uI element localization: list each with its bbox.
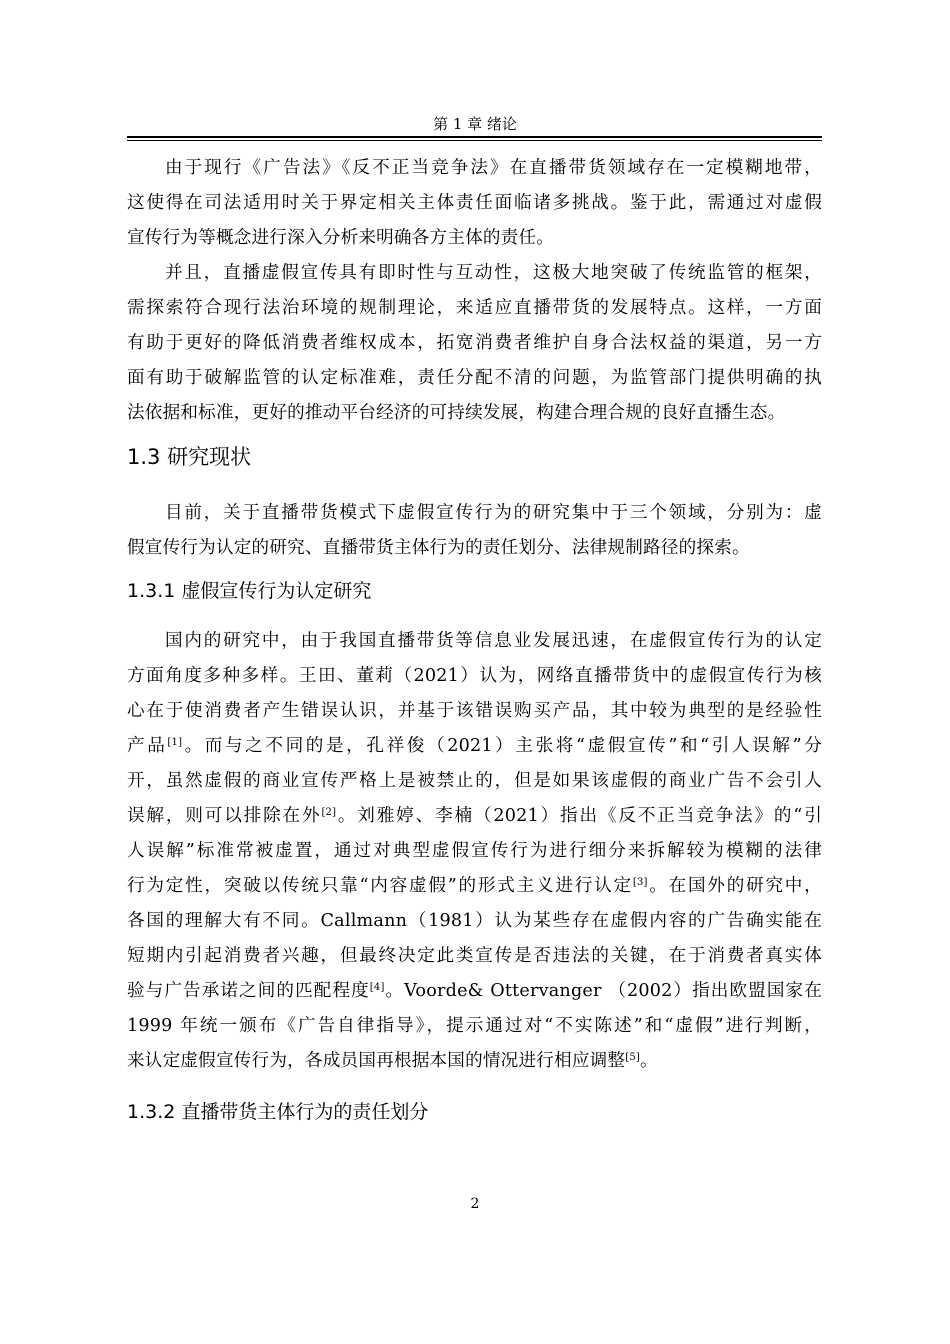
paragraph-1 [127,151,822,256]
paragraph-line: 人误解”标准常被虚置，通过对典型虚假宣传行为进行细分来拆解较为模糊的法律 [127,841,822,861]
paragraph-line: 并且，直播虚假宣传具有即时性与互动性，这极大地突破了传统监管的框架， [165,263,822,283]
paragraph-line: 开，虽然虚假的商业宣传严格上是被禁止的，但是如果该虚假的商业广告不会引人 [127,771,822,791]
paragraph-2 [127,256,822,431]
paragraph-line: 方面角度多种多样。王田、董莉（2021）认为，网络直播带货中的虚假宣传行为核 [127,666,822,686]
section-heading-1-3: 1.3 研究现状 [127,445,252,469]
page-number: 2 [470,1196,480,1212]
text-run: 。Voorde& Ottervanger （2002）指出欧盟国家在 [384,981,822,1001]
paragraph-line: 假宣传行为认定的研究、直播带货主体行为的责任划分、法律规制路径的探索。 [127,538,750,558]
citation-ref-3[interactable]: [3] [632,877,648,888]
citation-ref-4[interactable]: [4] [369,982,385,993]
paragraph-line: 国内的研究中，由于我国直播带货等信息业发展迅速，在虚假宣传行为的认定 [165,631,822,651]
text-run: 。在国外的研究中， [647,876,822,896]
paragraph-4 [127,624,822,1079]
text-run: 来认定虚假宣传行为，各成员国再根据本国的情况进行相应调整 [127,1051,626,1071]
text-run: 。刘雅婷、李楠（2021）指出《反不正当竞争法》的“引 [336,806,822,826]
paragraph-line [127,729,822,764]
text-run: 。而与之不同的是，孔祥俊（2021）主张将“虚假宣传”和“引人误解”分 [182,736,822,756]
text-run: 误解，则可以排除在外 [127,806,322,826]
paragraph-line: 各国的理解大有不同。Callmann（1981）认为某些存在虚假内容的广告确实能在 [127,911,822,931]
paragraph-line: 这使得在司法适用时关于界定相关主体责任面临诸多挑战。鉴于此，需通过对虚假 [127,193,822,213]
paragraph-line: 面有助于破解监管的认定标准难，责任分配不清的问题，为监管部门提供明确的执 [127,368,822,388]
header-rule-thick [127,136,822,138]
text-run: 验与广告承诺之间的匹配程度 [127,981,370,1001]
text-run: 。 [640,1051,658,1071]
citation-ref-5[interactable]: [5] [625,1052,640,1063]
paragraph-line [127,799,822,834]
paragraph-line: 1999 年统一颁布《广告自律指导》，提示通过对“不实陈述”和“虚假”进行判断， [127,1016,822,1036]
paragraph-line [127,1044,822,1079]
citation-ref-1[interactable]: [1] [167,737,183,748]
text-run: 产品 [127,736,168,756]
paragraph-line: 法依据和标准，更好的推动平台经济的可持续发展，构建合理合规的良好直播生态。 [127,403,786,423]
paragraph-line: 目前，关于直播带货模式下虚假宣传行为的研究集中于三个领域，分别为：虚 [165,503,822,523]
paragraph-line: 心在于使消费者产生错误认识，并基于该错误购买产品，其中较为典型的是经验性 [127,701,822,721]
paragraph-3 [127,496,822,566]
paragraph-line: 宣传行为等概念进行深入分析来明确各方主体的责任。 [127,228,555,248]
section-heading-1-3-1: 1.3.1 虚假宣传行为认定研究 [127,580,372,602]
header-rule-thin [127,140,822,141]
running-header: 第 1 章 绪论 [433,115,517,133]
paragraph-line: 短期内引起消费者兴趣，但最终决定此类宣传是否违法的关键，在于消费者真实体 [127,946,822,966]
section-heading-1-3-2: 1.3.2 直播带货主体行为的责任划分 [127,1101,429,1123]
paragraph-line [127,974,822,1009]
text-run: 行为定性，突破以传统只靠“内容虚假”的形式主义进行认定 [127,876,633,896]
paragraph-line: 有助于更好的降低消费者维权成本，拓宽消费者维护自身合法权益的渠道，另一方 [127,333,822,353]
citation-ref-2[interactable]: [2] [321,807,337,818]
paragraph-line: 由于现行《广告法》《反不正当竞争法》在直播带货领域存在一定模糊地带， [165,158,822,178]
paragraph-line [127,869,822,904]
paragraph-line: 需探索符合现行法治环境的规制理论，来适应直播带货的发展特点。这样，一方面 [127,298,822,318]
